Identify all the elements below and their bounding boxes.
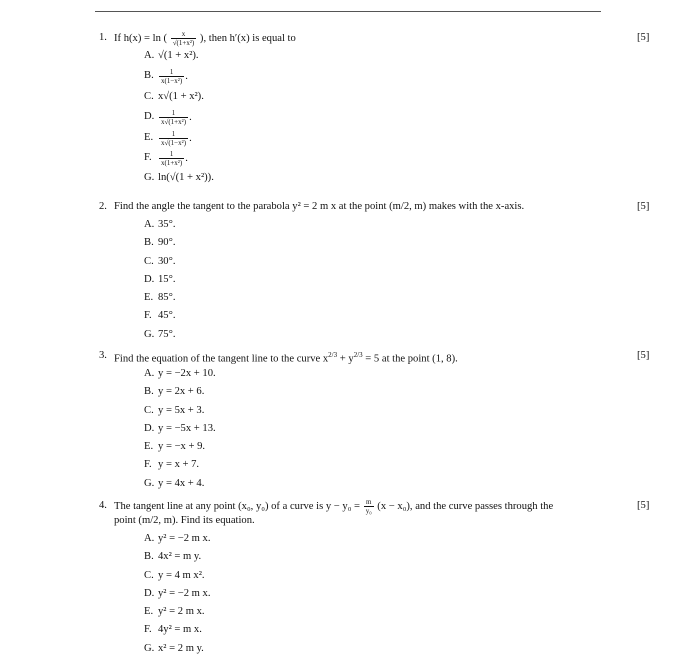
marks-label: [5] <box>637 32 650 43</box>
option-tail: . <box>185 71 188 83</box>
question-header <box>99 498 659 513</box>
option-label: D. <box>144 422 155 434</box>
option-label: A. <box>144 50 155 61</box>
marks-label: [5] <box>637 201 650 212</box>
option-d[interactable] <box>99 109 659 129</box>
option-text: 90°. <box>158 237 176 249</box>
option-text: 85°. <box>158 292 176 304</box>
option-text: y = −2x + 10. <box>158 368 216 379</box>
question-stem-continuation: point (m/2, m). Find its equation. <box>114 515 255 526</box>
option-c[interactable] <box>99 403 659 421</box>
question-stem <box>114 30 296 47</box>
option-text: y = 4 m x². <box>158 569 205 581</box>
option-label: B. <box>144 70 154 82</box>
option-e[interactable] <box>99 604 659 622</box>
option-text: y² = −2 m x. <box>158 587 211 599</box>
option-label: G. <box>144 642 155 654</box>
question-stem: Find the angle the tangent to the parabola y² = 2 m x at the point (m/2, m) makes with the x-axis. <box>114 201 525 212</box>
options-list <box>99 48 659 191</box>
option-text: 45°. <box>158 310 176 322</box>
option-label: A. <box>144 533 155 544</box>
question-header <box>99 348 659 363</box>
question-number: 1. <box>99 32 107 43</box>
question-header <box>99 199 659 214</box>
option-g[interactable] <box>99 476 659 494</box>
option-text: 75°. <box>158 328 176 340</box>
option-b[interactable] <box>99 68 659 88</box>
fraction-denominator: y₀ <box>365 507 372 515</box>
option-label: B. <box>144 386 154 398</box>
option-d[interactable] <box>99 421 659 439</box>
option-label: A. <box>144 368 155 379</box>
option-text: y = 2x + 6. <box>158 386 205 398</box>
option-text: x² = 2 m y. <box>158 642 204 654</box>
option-text <box>158 130 192 147</box>
question-number: 3. <box>99 350 107 361</box>
marks-label: [5] <box>637 350 650 361</box>
option-d[interactable] <box>99 272 659 290</box>
stem-part: The tangent line at any point (x₀, y₀) of a curve is y − y₀ = <box>114 500 361 512</box>
fraction-numerator: x <box>181 30 186 38</box>
marks-label: [5] <box>637 500 650 511</box>
question-4 <box>99 498 659 659</box>
option-text <box>158 68 188 85</box>
option-b[interactable] <box>99 384 659 402</box>
option-label: C. <box>144 255 154 267</box>
option-text: y = 5x + 3. <box>158 404 205 416</box>
options-list <box>99 366 659 494</box>
option-label: D. <box>144 273 155 285</box>
option-label: G. <box>144 172 155 184</box>
option-text: 30°. <box>158 255 176 267</box>
question-1 <box>99 30 659 191</box>
option-text: √(1 + x²). <box>158 50 199 61</box>
option-e[interactable] <box>99 290 659 308</box>
option-text: y² = 2 m x. <box>158 606 205 618</box>
option-label: B. <box>144 551 154 563</box>
option-g[interactable] <box>99 641 659 659</box>
fraction-numerator: 1 <box>171 129 176 138</box>
option-tail: . <box>189 132 192 144</box>
option-text: 4x² = m y. <box>158 551 202 563</box>
stem-fraction <box>171 30 197 47</box>
option-label: F. <box>144 624 152 636</box>
option-f[interactable] <box>99 457 659 475</box>
option-text: y = −x + 9. <box>158 441 206 453</box>
option-c[interactable] <box>99 254 659 272</box>
option-a[interactable] <box>99 48 659 68</box>
option-label: C. <box>144 90 154 102</box>
stem-part: If h(x) = ln ( <box>114 32 168 44</box>
option-text: 4y² = m x. <box>158 624 202 636</box>
fraction-numerator: m <box>365 498 372 506</box>
option-fraction <box>159 68 184 85</box>
option-a[interactable] <box>99 366 659 384</box>
options-list <box>99 531 659 659</box>
question-number: 2. <box>99 201 107 212</box>
option-text: 15°. <box>158 273 176 285</box>
option-c[interactable] <box>99 89 659 109</box>
fraction-denominator: x√(1+x²) <box>161 118 187 127</box>
question-number: 4. <box>99 500 107 511</box>
option-b[interactable] <box>99 549 659 567</box>
option-g[interactable] <box>99 327 659 345</box>
question-stem <box>114 348 458 367</box>
stem-part: Find the equation of the tangent line to the curve x <box>114 353 329 365</box>
option-label: C. <box>144 569 154 581</box>
option-a[interactable] <box>99 217 659 235</box>
option-label: E. <box>144 441 154 453</box>
fraction-numerator: 1 <box>169 68 174 77</box>
option-text: 35°. <box>158 219 176 230</box>
question-2 <box>99 199 659 345</box>
option-tail: . <box>189 112 192 124</box>
options-list <box>99 217 659 345</box>
option-label: B. <box>144 237 154 249</box>
option-c[interactable] <box>99 568 659 586</box>
option-label: A. <box>144 219 155 230</box>
option-text <box>158 150 188 167</box>
fraction-denominator: x(1−x²) <box>161 77 183 86</box>
option-label: C. <box>144 404 154 416</box>
option-text: y = x + 7. <box>158 459 200 471</box>
option-b[interactable] <box>99 235 659 253</box>
option-fraction <box>159 150 184 167</box>
option-e[interactable] <box>99 439 659 457</box>
option-f[interactable] <box>99 150 659 170</box>
stem-part: = 5 at the point (1, 8). <box>362 353 458 365</box>
option-label: F. <box>144 310 152 322</box>
fraction-numerator: 1 <box>169 149 174 158</box>
option-e[interactable] <box>99 130 659 150</box>
option-text: ln(√(1 + x²)). <box>158 172 214 184</box>
fraction-denominator: √(1+x²) <box>172 39 195 47</box>
option-label: E. <box>144 131 154 143</box>
stem-part: ), then h′(x) is equal to <box>199 32 296 44</box>
option-d[interactable] <box>99 586 659 604</box>
top-rule <box>95 11 601 12</box>
fraction-numerator: 1 <box>171 109 176 118</box>
stem-part: (x − x₀), and the curve passes through the <box>377 500 554 512</box>
option-label: G. <box>144 328 155 340</box>
option-fraction <box>159 109 188 126</box>
option-text <box>158 109 192 126</box>
question-header <box>99 30 659 45</box>
exponent: 2/3 <box>353 351 363 359</box>
option-text: y² = −2 m x. <box>158 533 211 544</box>
option-label: G. <box>144 477 155 489</box>
option-label: E. <box>144 292 154 304</box>
stem-part: + y <box>337 353 354 365</box>
option-fraction <box>159 130 188 147</box>
exponent: 2/3 <box>328 351 338 359</box>
option-f[interactable] <box>99 622 659 640</box>
option-text: x√(1 + x²). <box>158 90 204 102</box>
option-g[interactable] <box>99 170 659 190</box>
option-label: D. <box>144 111 155 123</box>
option-label: F. <box>144 459 152 471</box>
option-tail: . <box>185 152 188 164</box>
question-3 <box>99 348 659 494</box>
fraction-denominator: x(1+x²) <box>161 158 183 167</box>
option-f[interactable] <box>99 308 659 326</box>
option-a[interactable] <box>99 531 659 549</box>
option-label: F. <box>144 151 152 163</box>
option-text: y = 4x + 4. <box>158 477 205 489</box>
option-label: E. <box>144 606 154 618</box>
option-label: D. <box>144 587 155 599</box>
option-text: y = −5x + 13. <box>158 422 216 434</box>
fraction-denominator: x√(1−x²) <box>161 138 187 147</box>
